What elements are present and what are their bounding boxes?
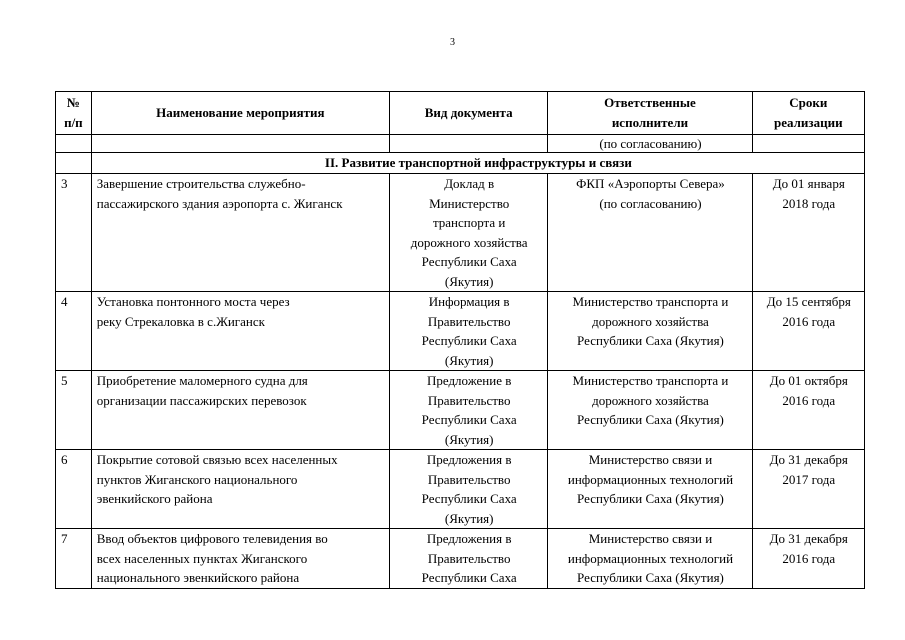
cell-doc	[390, 174, 548, 292]
section-row	[56, 153, 865, 174]
cell-empty	[56, 135, 92, 153]
cell-line: До 31 декабря	[769, 531, 848, 546]
table-row	[56, 292, 865, 371]
cell-line: Республики Саха	[421, 412, 517, 427]
cell-line: 2018 года	[782, 195, 836, 211]
cell-line: 7	[61, 531, 68, 546]
cell-line: транспорта и	[432, 215, 506, 230]
cell-resp	[548, 292, 752, 371]
page-number: 3	[450, 37, 455, 48]
cell-line: дорожного хозяйства	[410, 234, 528, 250]
cell-line: До 31 декабря	[769, 452, 848, 467]
section-title: II. Развитие транспортной инфраструктуры и связи	[91, 153, 864, 174]
cell-line: Республики Саха (Якутия)	[577, 412, 724, 427]
cell-resp	[548, 174, 752, 292]
cell-line: До 01 октября	[769, 373, 848, 388]
cell-line: организации пассажирских перевозок	[96, 392, 307, 408]
cell-line: Приобретение маломерного судна для	[96, 373, 308, 388]
cell-term	[752, 292, 864, 371]
cell-empty	[390, 135, 548, 153]
cell-line: реку Стрекаловка в с.Жиганск	[96, 313, 265, 329]
cell-line: всех населенных пунктах Жиганского	[96, 550, 308, 566]
cell-doc	[390, 529, 548, 589]
cell-line: Республики Саха (Якутия)	[577, 570, 724, 585]
cell-line: Министерство связи и	[588, 531, 713, 546]
cell-line: 2016 года	[782, 313, 836, 329]
cell-line: Республики Саха	[421, 333, 517, 348]
table-row	[56, 529, 865, 589]
cell-line: (Якутия)	[444, 273, 494, 289]
cell-line: Правительство	[427, 471, 511, 487]
cell-line: Правительство	[427, 550, 511, 566]
header-num-line: п/п	[64, 115, 83, 130]
cell-name	[91, 174, 389, 292]
cell-line: 6	[61, 452, 68, 467]
cell-line: Информация в	[428, 294, 510, 309]
cell-term	[752, 371, 864, 450]
cell-line: Установка понтонного моста через	[96, 294, 290, 309]
cell-num	[56, 450, 92, 529]
cell-num	[56, 292, 92, 371]
header-term-line: реализации	[774, 115, 843, 130]
cell-line: Предложения в	[426, 531, 512, 546]
cell-line: Ввод объектов цифрового телевидения во	[96, 531, 328, 546]
cell-name	[91, 292, 389, 371]
cell-line: До 15 сентября	[766, 294, 851, 309]
cell-line: пассажирского здания аэропорта с. Жиганск	[96, 195, 343, 211]
cell-line: Республики Саха	[421, 570, 517, 585]
header-name	[91, 92, 389, 135]
cell-num	[56, 529, 92, 589]
cell-line: эвенкийского района	[96, 491, 213, 506]
table-row	[56, 371, 865, 450]
cell-line: 2016 года	[782, 550, 836, 566]
cell-resp	[548, 371, 752, 450]
cell-line: Предложение в	[426, 373, 512, 388]
cell-name	[91, 450, 389, 529]
cell-line: ФКП «Аэропорты Севера»	[576, 176, 725, 191]
cell-line: Республики Саха	[421, 254, 517, 269]
cell-empty	[56, 153, 92, 174]
cell-line: 2017 года	[782, 471, 836, 487]
cell-line: информационных технологий	[567, 471, 734, 487]
cell-line: 2016 года	[782, 392, 836, 408]
measures-table	[55, 91, 865, 589]
cell-line: Республики Саха	[421, 491, 517, 506]
cell-line: дорожного хозяйства	[592, 313, 709, 329]
cell-line: 5	[61, 373, 68, 388]
cell-name	[91, 529, 389, 589]
cell-line: (Якутия)	[444, 352, 494, 368]
header-name-line: Наименование мероприятия	[156, 105, 325, 120]
cell-term	[752, 450, 864, 529]
cell-empty	[752, 135, 864, 153]
cell-doc	[390, 292, 548, 371]
header-resp	[548, 92, 752, 135]
cell-doc	[390, 450, 548, 529]
cell-line: 4	[61, 294, 68, 309]
continuation-row	[56, 135, 865, 153]
cell-line: национального эвенкийского района	[96, 570, 300, 585]
header-doc-line: Вид документа	[424, 105, 513, 120]
table-row	[56, 174, 865, 292]
cell-num	[56, 174, 92, 292]
cell-line: Завершение строительства служебно-	[96, 176, 306, 191]
cell-line: пунктов Жиганского национального	[96, 471, 298, 487]
cell-line: Доклад в	[444, 176, 495, 191]
header-resp-line: Ответственные	[604, 95, 696, 110]
header-term-line: Сроки	[789, 95, 828, 110]
cell-empty	[91, 135, 389, 153]
cell-line: Министерство транспорта и	[572, 373, 729, 388]
cell-line: (Якутия)	[444, 510, 494, 526]
table-row	[56, 450, 865, 529]
cell-resp: (по согласованию)	[548, 135, 752, 153]
cell-line: (Якутия)	[444, 431, 494, 447]
cell-line: дорожного хозяйства	[592, 392, 709, 408]
cell-line: Министерство связи и	[588, 452, 713, 467]
header-resp-line: исполнители	[611, 115, 689, 130]
cell-line: Республики Саха (Якутия)	[577, 491, 724, 506]
cell-line: До 01 января	[772, 176, 845, 191]
cell-line: 3	[61, 176, 68, 191]
cell-line: Министерство транспорта и	[572, 294, 729, 309]
header-term	[752, 92, 864, 135]
cell-line: Правительство	[427, 392, 511, 408]
cell-line: Правительство	[427, 313, 511, 329]
cell-line: Республики Саха (Якутия)	[577, 333, 724, 348]
cell-line: (по согласованию)	[599, 195, 702, 211]
cell-line: Министерство	[429, 195, 510, 211]
cell-name	[91, 371, 389, 450]
cell-num	[56, 371, 92, 450]
cell-term	[752, 529, 864, 589]
cell-doc	[390, 371, 548, 450]
header-num	[56, 92, 92, 135]
cell-term	[752, 174, 864, 292]
cell-line: Покрытие сотовой связью всех населенных	[96, 452, 338, 467]
header-doc	[390, 92, 548, 135]
cell-line: информационных технологий	[567, 550, 734, 566]
header-num-line: №	[66, 95, 80, 110]
cell-resp	[548, 450, 752, 529]
table-header-row	[56, 92, 865, 135]
cell-resp	[548, 529, 752, 589]
cell-line: Предложения в	[426, 452, 512, 467]
